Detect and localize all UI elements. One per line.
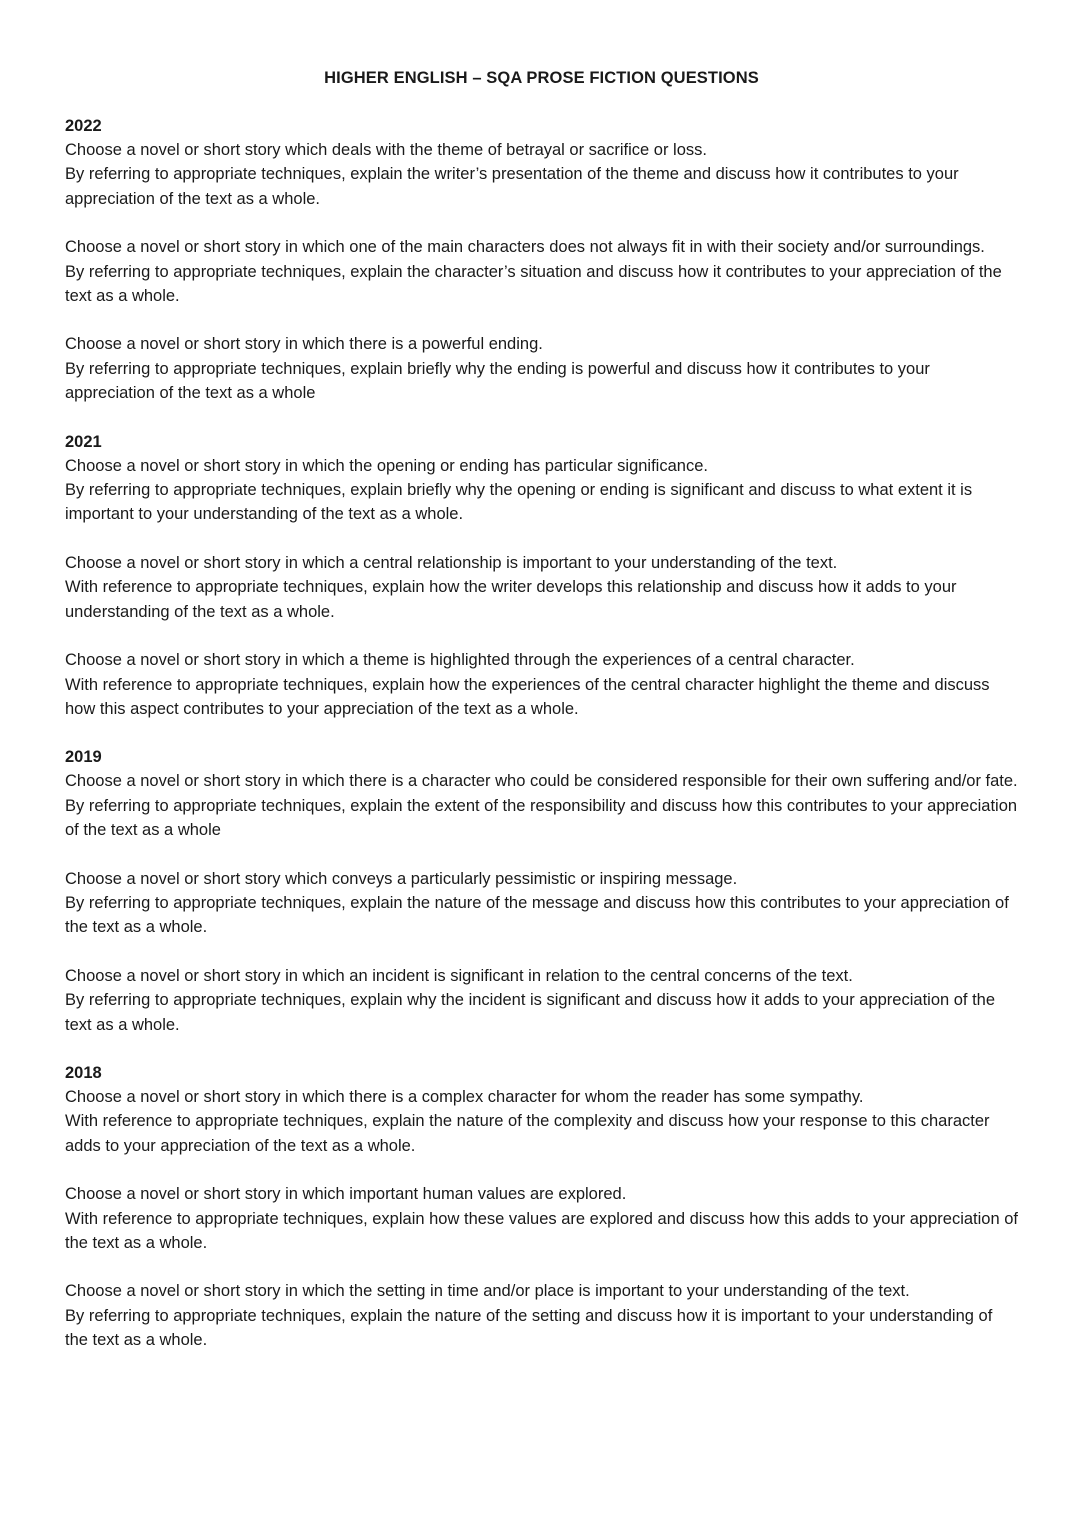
question-block [65, 1182, 1018, 1255]
question-prompt: Choose a novel or short story in which one of the main characters does not always fit in with their society and/or surroundings. [65, 238, 985, 257]
question-block [65, 648, 1018, 721]
section-2021 [65, 430, 1018, 722]
question-block [65, 138, 1018, 211]
question-prompt: Choose a novel or short story in which there is a powerful ending. [65, 335, 543, 354]
section-2018 [65, 1061, 1018, 1353]
question-prompt: Choose a novel or short story in which the setting in time and/or place is important to your understanding of the text. [65, 1282, 910, 1301]
question-prompt: Choose a novel or short story in which a theme is highlighted through the experiences of a central character. [65, 651, 855, 670]
question-block [65, 769, 1018, 842]
question-task: By referring to appropriate techniques, explain the nature of the message and discuss how this contributes to your appreciation of the text as a whole. [65, 893, 1009, 937]
question-task: By referring to appropriate techniques, explain briefly why the ending is powerful and discuss how it contributes to your appreciation of the text as a whole [65, 359, 930, 403]
section-year: 2018 [65, 1063, 102, 1082]
question-task: By referring to appropriate techniques, explain why the incident is significant and discuss how it adds to your appreciation of the text as a whole. [65, 991, 996, 1034]
question-task: By referring to appropriate techniques, explain the extent of the responsibility and discuss how this contributes to your appreciation of the text as a whole [65, 796, 1018, 840]
question-prompt: Choose a novel or short story which conveys a particularly pessimistic or inspiring message. [65, 869, 738, 888]
question-block [65, 1085, 1018, 1158]
question-prompt: Choose a novel or short story in which there is a character who could be considered responsible for their own suffering and/or fate. [65, 772, 1018, 791]
question-task: By referring to appropriate techniques, explain briefly why the opening or ending is significant and discuss to what extent it is important to your understanding of the text as a whole. [65, 481, 973, 524]
question-block [65, 551, 1018, 624]
question-prompt: Choose a novel or short story which deals with the theme of betrayal or sacrifice or loss. [65, 141, 707, 159]
section-2022 [65, 114, 1018, 406]
section-2019 [65, 745, 1018, 1037]
question-task: With reference to appropriate techniques, explain the nature of the complexity and discuss how your response to this character adds to your appreciation of the text as a whole. [65, 1112, 990, 1155]
question-task: By referring to appropriate techniques, explain the nature of the setting and discuss how it is important to your understanding of the text as a whole. [65, 1306, 993, 1350]
question-task: With reference to appropriate techniques, explain how the experiences of the central character highlight the theme and discuss how this aspect contributes to your appreciation of the text as a whole. [65, 675, 990, 718]
question-prompt: Choose a novel or short story in which important human values are explored. [65, 1185, 627, 1204]
question-task: By referring to appropriate techniques, explain the character’s situation and discuss how it contributes to your appreciation of the text as a whole. [65, 262, 1002, 306]
question-block [65, 964, 1018, 1037]
document-title: HIGHER ENGLISH – SQA PROSE FICTION QUESTIONS [324, 69, 759, 87]
question-prompt: Choose a novel or short story in which there is a complex character for whom the reader has some sympathy. [65, 1087, 864, 1106]
section-year: 2019 [65, 748, 102, 767]
question-prompt: Choose a novel or short story in which an incident is significant in relation to the central concerns of the text. [65, 966, 853, 985]
section-year: 2022 [65, 117, 102, 135]
question-task: With reference to appropriate techniques, explain how these values are explored and discuss how this adds to your appreciation of the text as a whole. [65, 1209, 1018, 1252]
section-year: 2021 [65, 432, 102, 451]
question-block [65, 332, 1018, 405]
question-block [65, 867, 1018, 940]
question-block [65, 1279, 1018, 1352]
question-task: By referring to appropriate techniques, explain the writer’s presentation of the theme and discuss how it contributes to your appreciation of the text as a whole. [65, 165, 959, 208]
question-prompt: Choose a novel or short story in which a central relationship is important to your understanding of the text. [65, 553, 838, 572]
question-prompt: Choose a novel or short story in which the opening or ending has particular significance. [65, 456, 708, 475]
question-block [65, 454, 1018, 527]
question-block [65, 235, 1018, 308]
question-task: With reference to appropriate techniques, explain how the writer develops this relationship and discuss how it adds to your understanding of the text as a whole. [65, 578, 957, 621]
